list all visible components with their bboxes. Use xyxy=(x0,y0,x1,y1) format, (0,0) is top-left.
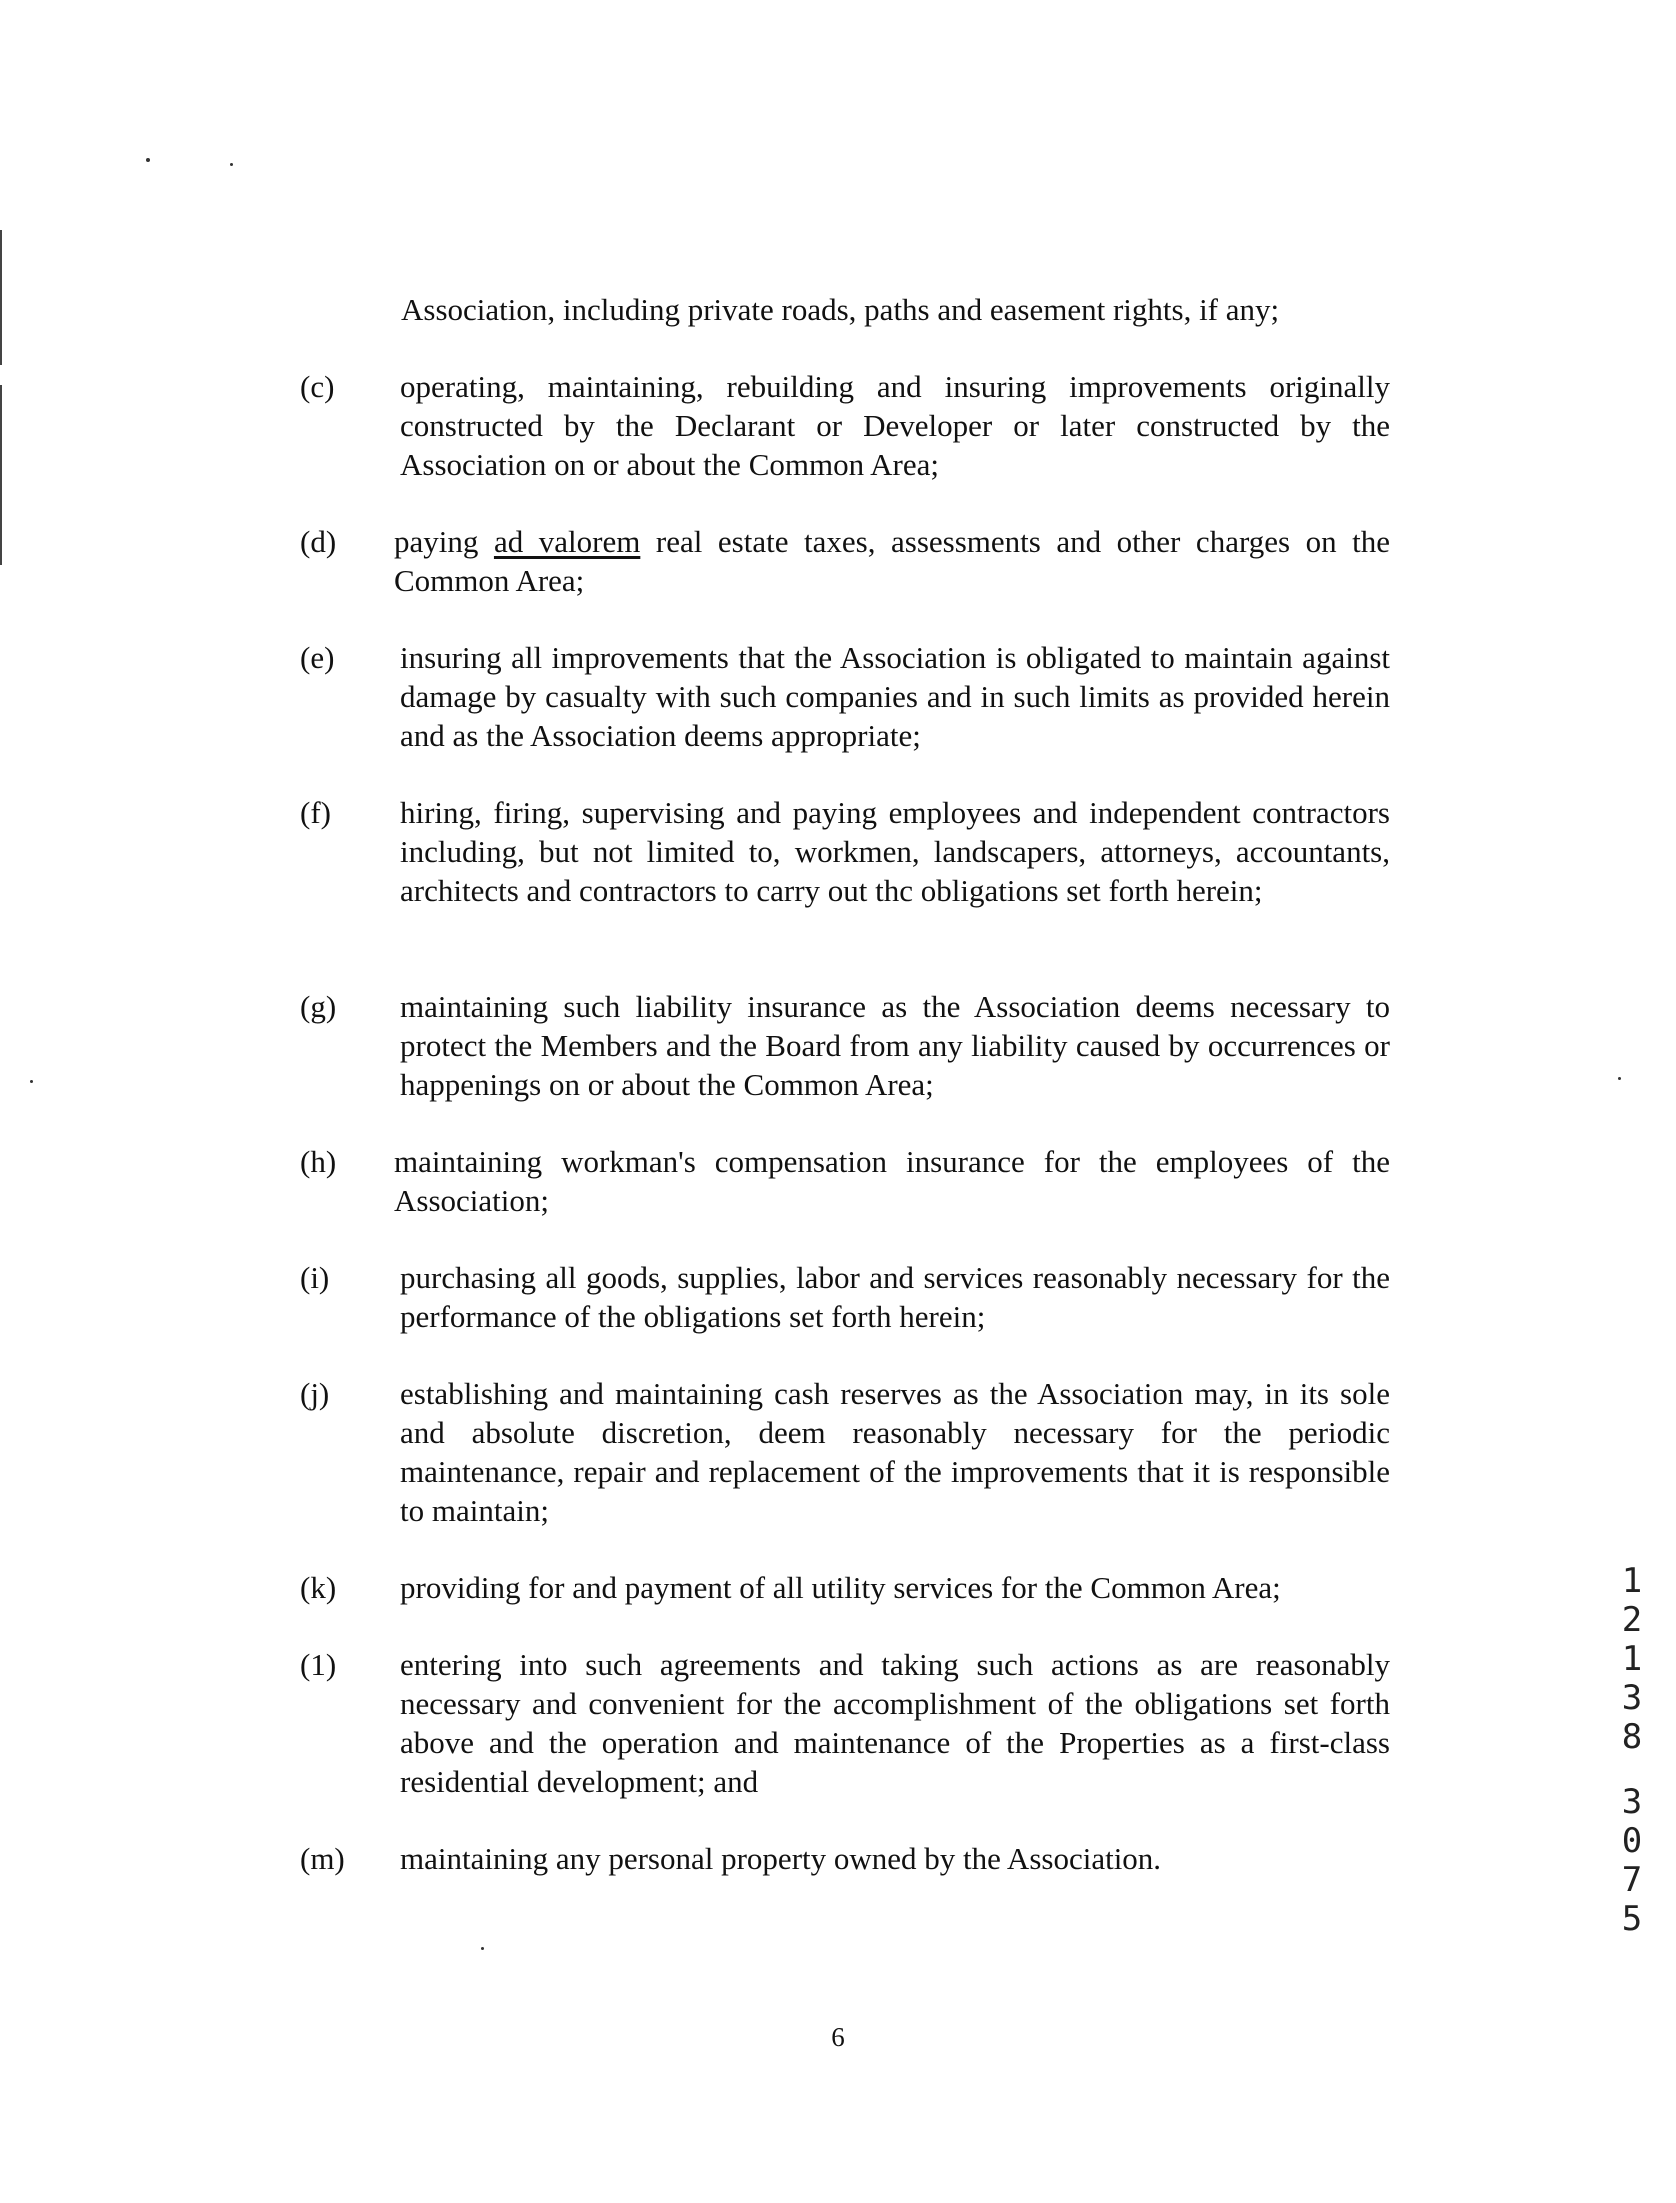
clause-letter: (c) xyxy=(300,369,335,404)
scan-speck xyxy=(230,163,233,166)
clause-letter: (g) xyxy=(300,989,337,1024)
scan-speck xyxy=(30,1080,33,1083)
clause-text: entering into such agreements and taking such actions as are reasonably necessary and convenient for the accomplishment of the obligations set forth above and the operation and maintenance of the Properties as a first-class residential development; and xyxy=(400,1647,1390,1799)
scan-edge-line xyxy=(0,230,2,365)
clause-text: hiring, firing, supervising and paying employees and independent contractors including, but not limited to, workmen, landscapers, attorneys, accountants, architects and contractors to carry out thc obligations set forth herein; xyxy=(400,795,1390,908)
recording-digit: 5 xyxy=(1621,1899,1643,1939)
clause-text xyxy=(394,522,1390,600)
underlined-term: ad valorem xyxy=(493,524,641,559)
recording-digit: 2 xyxy=(1621,1600,1643,1640)
clause-letter: (m) xyxy=(300,1841,345,1876)
clause-text: establishing and maintaining cash reserves as the Association may, in its sole and absolute discretion, deem reasonably necessary for the periodic maintenance, repair and replacement of the improvements that it is responsible to maintain; xyxy=(400,1376,1390,1528)
clause-letter: (1) xyxy=(300,1647,337,1682)
clause-text: maintaining workman's compensation insurance for the employees of the Association; xyxy=(394,1144,1390,1218)
clause-text: providing for and payment of all utility services for the Common Area; xyxy=(400,1570,1281,1605)
recording-digit: 3 xyxy=(1621,1678,1643,1718)
clause-text: insuring all improvements that the Association is obligated to maintain against damage by casualty with such companies and in such limits as provided herein and as the Association deems appropriate; xyxy=(400,640,1390,753)
clause-letter: (f) xyxy=(300,795,331,830)
scan-speck xyxy=(146,158,150,162)
clause-text: maintaining any personal property owned by the Association. xyxy=(400,1841,1162,1876)
scan-speck xyxy=(481,1947,484,1950)
clause-text: purchasing all goods, supplies, labor and services reasonably necessary for the performance of the obligations set forth herein; xyxy=(400,1260,1390,1334)
page-number: 6 xyxy=(831,2022,845,2052)
clause-letter: (k) xyxy=(300,1570,337,1605)
clause-letter: (d) xyxy=(300,524,337,559)
recording-digit: 0 xyxy=(1621,1821,1643,1861)
clause-letter: (e) xyxy=(300,640,335,675)
recording-digit: 3 xyxy=(1621,1782,1643,1822)
clause-text-after: real estate taxes, assessments and other charges on the Common Area; xyxy=(394,524,1391,598)
clause-text: maintaining such liability insurance as the Association deems necessary to protect the Members and the Board from any liability caused by occurrences or happenings on or about the Common Area; xyxy=(400,989,1390,1102)
recording-digit: 1 xyxy=(1621,1561,1643,1601)
recording-digit: 1 xyxy=(1621,1639,1643,1679)
recording-number-stamp xyxy=(1612,1562,1652,1939)
clause-text-before: paying xyxy=(394,524,494,559)
continuation-line: Association, including private roads, paths and easement rights, if any; xyxy=(401,292,1280,327)
clause-letter: (h) xyxy=(300,1144,337,1179)
scan-edge-line xyxy=(0,385,2,565)
scan-speck xyxy=(1618,1077,1621,1080)
recording-digit: 8 xyxy=(1621,1717,1643,1757)
clause-text: operating, maintaining, rebuilding and insuring improvements originally constructed by the Declarant or Developer or later constructed by the Association on or about the Common Area; xyxy=(400,369,1390,482)
digit-gap xyxy=(1612,1757,1652,1783)
recording-digit: 7 xyxy=(1621,1860,1643,1900)
clause-letter: (i) xyxy=(300,1260,330,1295)
clause-letter: (j) xyxy=(300,1376,330,1411)
